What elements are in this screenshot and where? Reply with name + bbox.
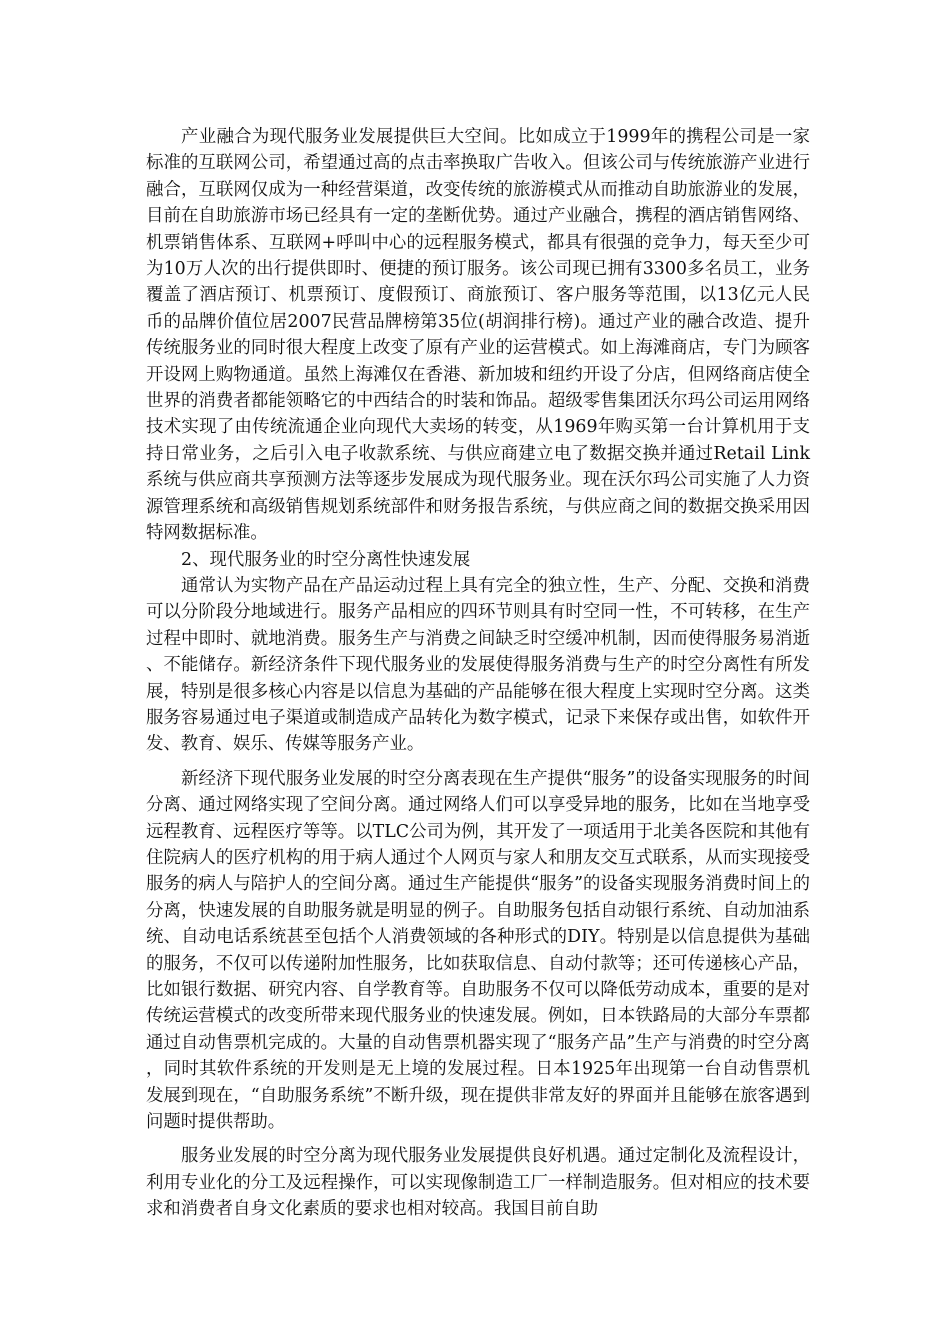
document-page [146, 124, 810, 1223]
paragraph-industry-fusion: 产业融合为现代服务业发展提供巨大空间。比如成立于1999年的携程公司是一家标准的互联网公司，希望通过高的点击率换取广告收入。但该公司与传统旅游产业进行融合，互联网仅成为一种经营渠道，改变传统的旅游模式从而推动自助旅游业的发展，目前在自助旅游市场已经具有一定的垄断优势。通过产业融合，携程的酒店销售网络、机票销售体系、互联网+呼叫中心的远程服务模式，都具有很强的竞争力，每天至少可为10万人次的出行提供即时、便捷的预订服务。该公司现已拥有3300多名员工，业务覆盖了酒店预订、机票预订、度假预订、商旅预订、客户服务等范围，以13亿元人民币的品牌价值位居2007民营品牌榜第35位(胡润排行榜)。通过产业的融合改造、提升传统服务业的同时很大程度上改变了原有产业的运营模式。如上海滩商店，专门为顾客开设网上购物通道。虽然上海滩仅在香港、新加坡和纽约开设了分店，但网络商店使全世界的消费者都能领略它的中西结合的时装和饰品。超级零售集团沃尔玛公司运用网络技术实现了由传统流通企业向现代大卖场的转变，从1969年购买第一台计算机用于支持日常业务，之后引入电子收款系统、与供应商建立电了数据交换并通过Retail Link系统与供应商共享预测方法等逐步发展成为现代服务业。现在沃尔玛公司实施了人力资源管理系统和高级销售规划系统部件和财务报告系统，与供应商之间的数据交换采用因特网数据标准。 [146, 127, 810, 544]
paragraph-opportunity: 服务业发展的时空分离为现代服务业发展提供良好机遇。通过定制化及流程设计，利用专业化的分工及远程操作，可以实现像制造工厂一样制造服务。但对相应的技术要求和消费者自身文化素质的要求也相对较高。我国目前自助 [146, 1146, 810, 1220]
section-heading: 2、现代服务业的时空分离性快速发展 [181, 549, 471, 570]
paragraph-new-economy: 新经济下现代服务业发展的时空分离表现在生产提供“服务”的设备实现服务的时间分离、通过网络实现了空间分离。通过网络人们可以享受异地的服务，比如在当地享受远程教育、远程医疗等等。以TLC公司为例，其开发了一项适用于北美各医院和其他有住院病人的医疗机构的用于病人通过个人网页与家人和朋友交互式联系，从而实现接受服务的病人与陪护人的空间分离。通过生产能提供“服务”的设备实现服务消费时间上的分离，快速发展的自助服务就是明显的例子。自助服务包括自动银行系统、自动加油系统、自动电话系统甚至包括个人消费领域的各种形式的DIY。特别是以信息提供为基础的服务，不仅可以传递附加性服务，比如获取信息、自动付款等；还可传递核心产品，比如银行数据、研究内容、自学教育等。自助服务不仅可以降低劳动成本，重要的是对传统运营模式的改变所带来现代服务业的快速发展。例如，日本铁路局的大部分车票都通过自动售票机完成的。大量的自动售票机器实现了“服务产品”生产与消费的时空分离，同时其软件系统的开发则是无上境的发展过程。日本1925年出现第一台自动售票机发展到现在，“自助服务系统”不断升级，现在提供非常友好的界面并且能够在旅客遇到问题时提供帮助。 [146, 768, 810, 1133]
paragraph-time-space-separation: 通常认为实物产品在产品运动过程上具有完全的独立性，生产、分配、交换和消费可以分阶段分地域进行。服务产品相应的四环节则具有时空同一性，不可转移，在生产过程中即时、就地消费。服务生产与消费之间缺乏时空缓冲机制，因而使得服务易消逝、不能储存。新经济条件下现代服务业的发展使得服务消费与生产的时空分离性有所发展，特别是很多核心内容是以信息为基础的产品能够在很大程度上实现时空分离。这类服务容易通过电子渠道或制造成产品转化为数字模式，记录下来保存或出售，如软件开发、教育、娱乐、传媒等服务产业。 [146, 575, 810, 755]
